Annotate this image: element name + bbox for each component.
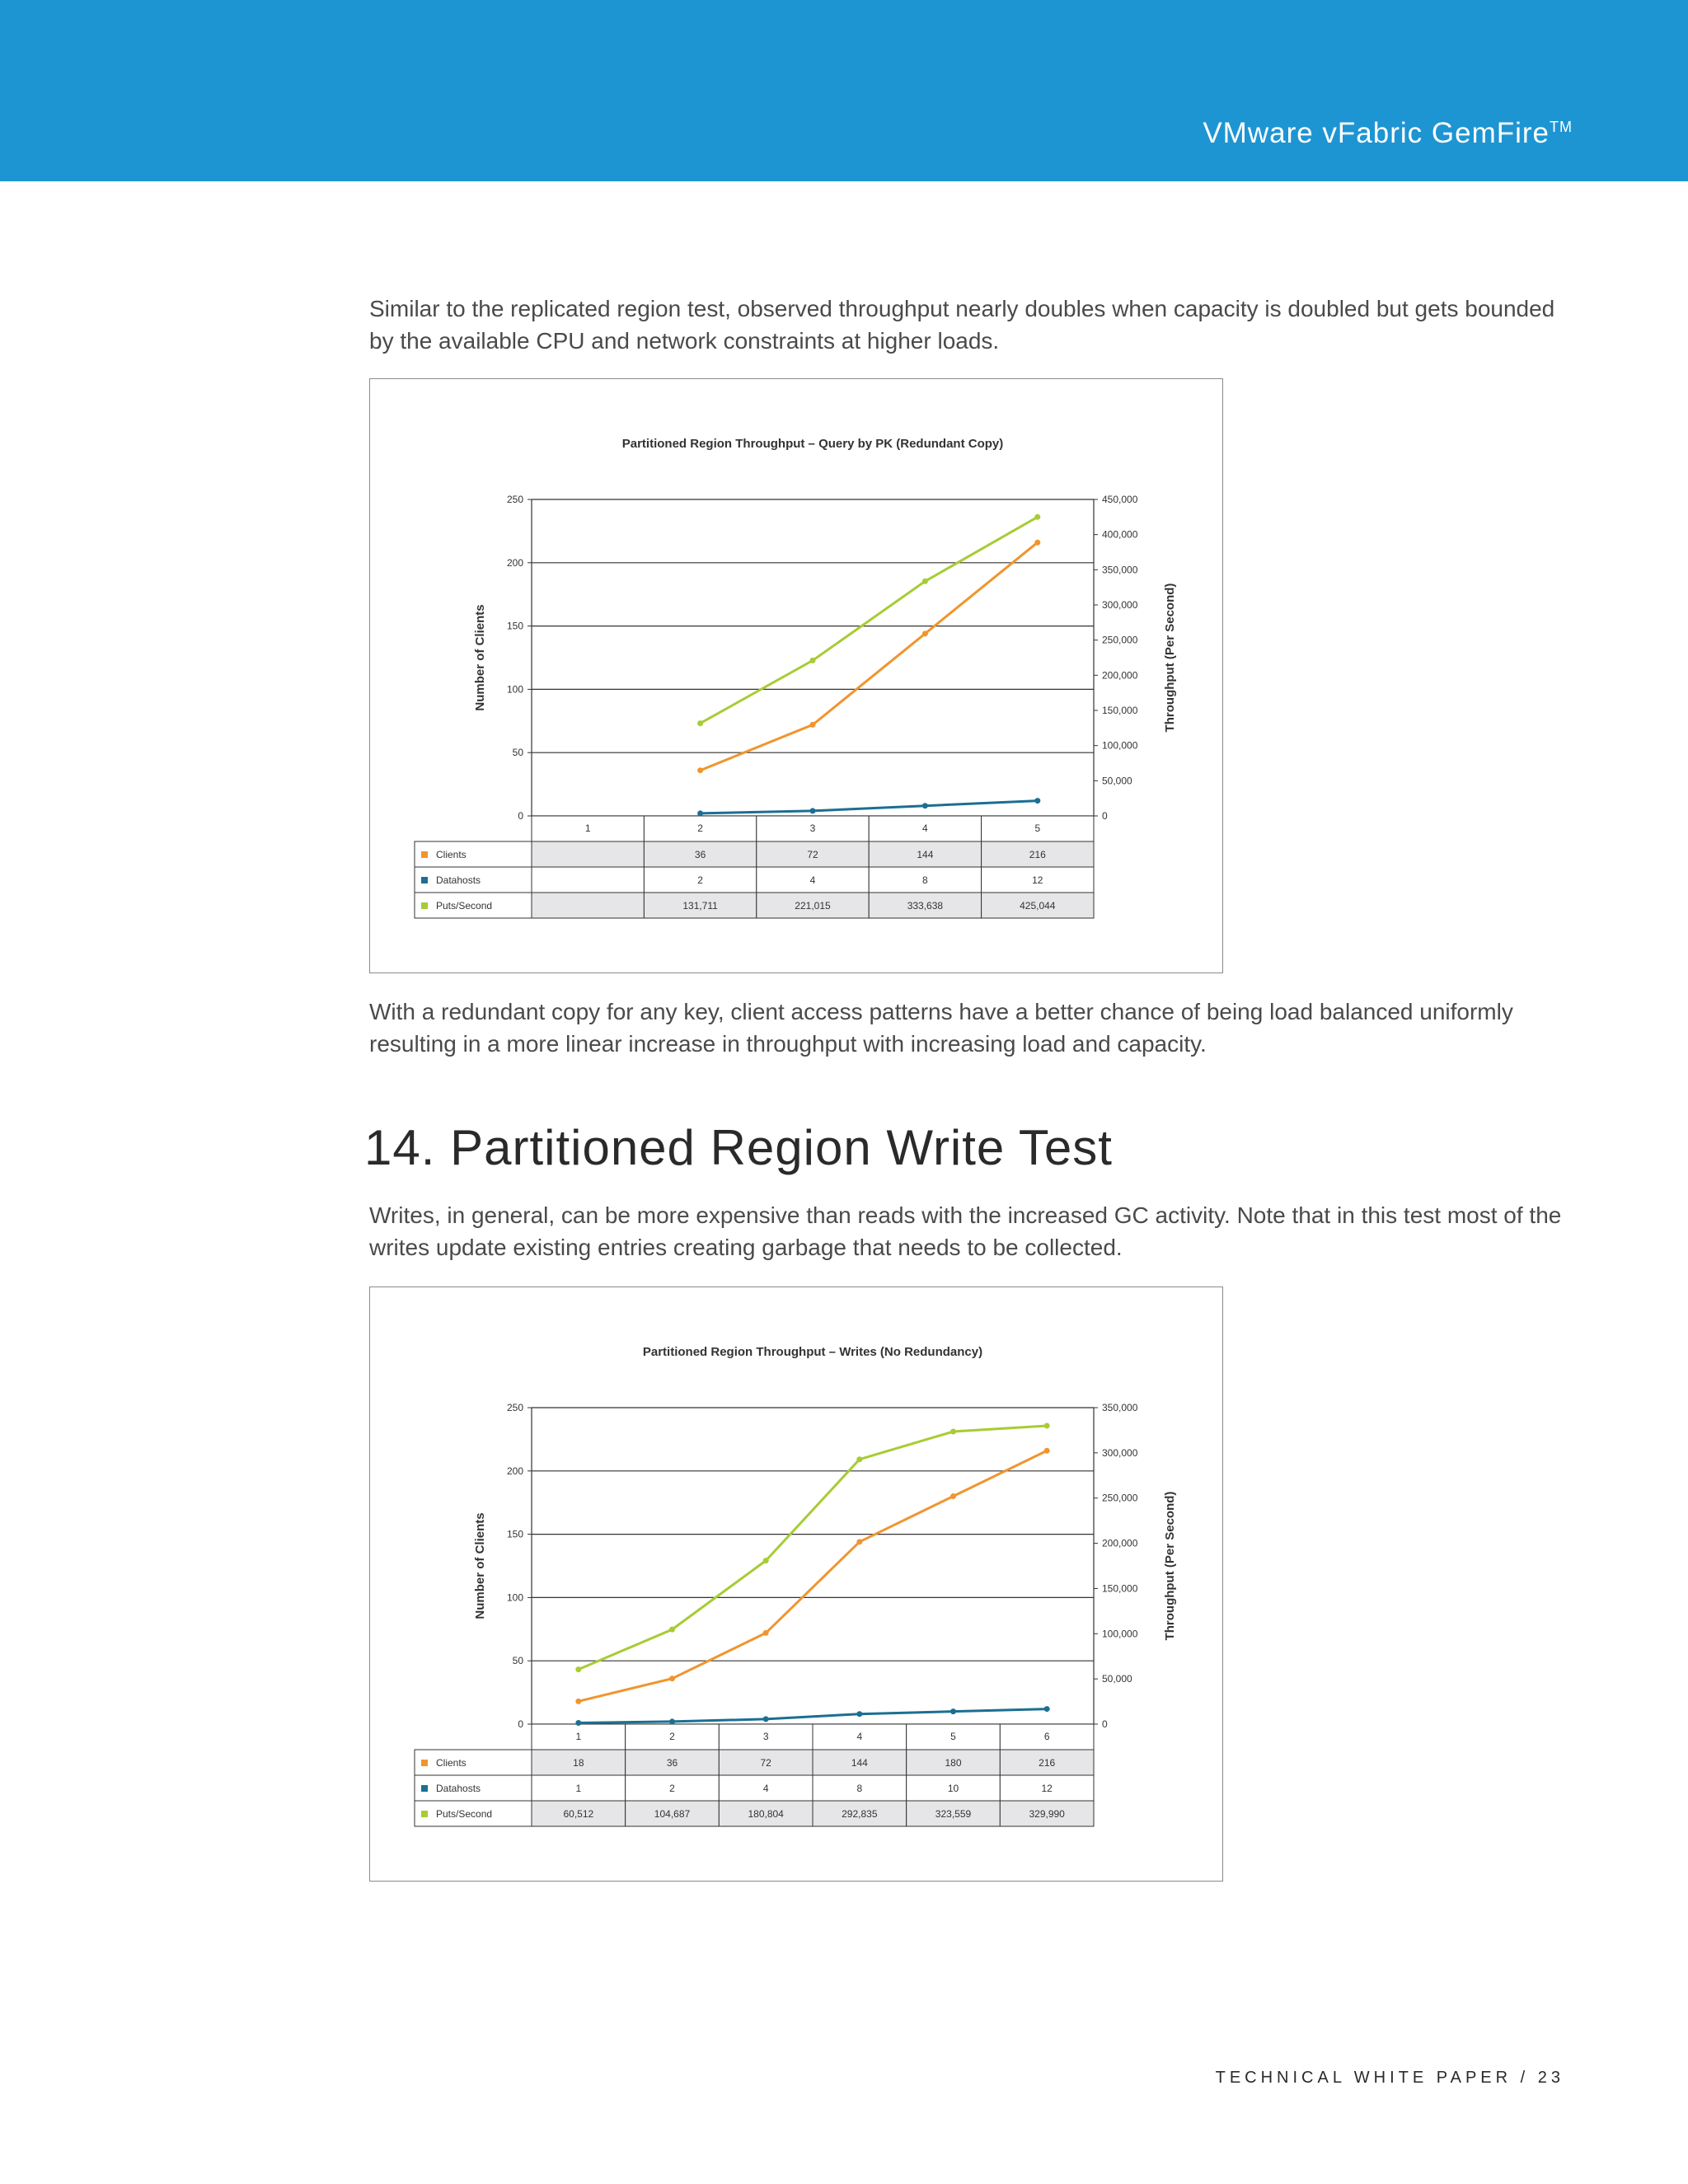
data-label: 60,512 [563,1808,594,1820]
data-point [697,720,703,726]
legend-cell [415,841,532,867]
left-tick-label: 200 [506,1465,523,1477]
left-tick-label: 150 [506,1528,523,1540]
x-tick-label: 3 [762,1731,769,1742]
legend-label: Puts/Second [436,900,493,912]
right-tick-label: 150,000 [1102,705,1138,716]
data-point [575,1666,581,1672]
legend-cell [415,1750,532,1775]
legend-label: Clients [436,849,467,860]
x-tick-label: 5 [950,1731,956,1742]
x-tick-label: 2 [669,1731,675,1742]
right-tick-label: 300,000 [1102,599,1138,611]
data-label: 36 [666,1757,678,1769]
data-point [1044,1706,1050,1712]
data-point [922,579,928,584]
series-line-datahosts [701,801,1038,813]
paragraph-2: With a redundant copy for any key, client access patterns have a better chance of being load balanced uniformly resulting in a more linear increase in throughput with increasing load and capacity. [369,999,1513,1057]
data-label: 292,835 [842,1808,878,1820]
x-tick-label: 4 [856,1731,863,1742]
chart-query-by-pk [370,379,1222,972]
legend-label: Clients [436,1757,467,1769]
right-tick-label: 0 [1102,810,1108,822]
right-tick-label: 400,000 [1102,528,1138,541]
data-point [856,1711,862,1717]
data-point [697,767,703,773]
legend-swatch [421,1760,428,1766]
data-label: 72 [807,849,818,860]
left-tick-label: 0 [518,1718,523,1730]
data-label: 425,044 [1020,900,1056,912]
left-axis-title: Number of Clients [473,604,487,711]
data-label: 36 [694,849,706,860]
figure-query-throughput [369,378,1223,973]
data-point [810,658,816,663]
x-tick-label: 4 [922,823,928,834]
data-point [1034,540,1040,546]
data-label: 2 [697,874,703,886]
x-tick-label: 5 [1034,823,1041,834]
data-label: 4 [809,874,816,886]
right-tick-label: 150,000 [1102,1582,1138,1595]
right-tick-label: 100,000 [1102,739,1138,752]
series-line-clients [579,1451,1047,1701]
data-point [669,1627,675,1633]
data-point [763,1716,769,1722]
legend-swatch [421,851,428,858]
section-heading: 14. Partitioned Region Write Test [364,1120,1113,1175]
x-tick-label: 1 [584,823,591,834]
series-line-puts-second [701,517,1038,723]
data-label: 10 [947,1783,959,1794]
legend-label: Datahosts [436,874,481,886]
left-axis-title: Number of Clients [473,1512,487,1619]
data-point [810,722,816,728]
data-point [922,803,928,808]
table-cell [532,867,644,893]
data-label: 72 [760,1757,771,1769]
legend-swatch [421,1811,428,1817]
legend-swatch [421,877,428,883]
data-point [697,810,703,816]
data-label: 180,804 [748,1808,784,1820]
data-label: 4 [762,1783,769,1794]
right-tick-label: 350,000 [1102,564,1138,576]
data-point [763,1558,769,1563]
right-tick-label: 300,000 [1102,1446,1138,1459]
left-tick-label: 150 [506,620,523,632]
data-point [810,808,816,813]
footer-label: TECHNICAL WHITE PAPER / 23 [1215,2069,1564,2087]
right-tick-label: 350,000 [1102,1402,1138,1413]
left-tick-label: 50 [512,1655,523,1667]
data-label: 1 [575,1783,582,1794]
right-tick-label: 50,000 [1102,1673,1132,1685]
series-line-puts-second [579,1426,1047,1670]
data-point [950,1708,956,1714]
chart-title: Partitioned Region Throughput – Writes (No Redundancy) [642,1345,983,1359]
right-tick-label: 200,000 [1102,1537,1138,1549]
data-label: 323,559 [935,1808,972,1820]
right-axis-title: Throughput (Per Second) [1163,1491,1177,1641]
left-tick-label: 50 [512,747,523,759]
data-point [1044,1448,1050,1454]
chart-writes-no-redundancy [370,1287,1222,1881]
data-label: 12 [1032,874,1043,886]
data-label: 144 [851,1757,868,1769]
data-label: 12 [1041,1783,1053,1794]
left-tick-label: 100 [506,1591,523,1604]
table-cell [532,893,644,918]
data-point [950,1429,956,1435]
left-tick-label: 250 [506,1402,523,1413]
data-point [669,1675,675,1681]
data-label: 180 [945,1757,962,1769]
legend-label: Datahosts [436,1783,481,1794]
data-label: 2 [669,1783,675,1794]
data-label: 216 [1039,1757,1056,1769]
right-tick-label: 0 [1102,1718,1108,1730]
data-label: 216 [1029,849,1046,860]
right-tick-label: 200,000 [1102,669,1138,682]
paragraph-3: Writes, in general, can be more expensive than reads with the increased GC activity. Note that in this test most of the writes update existing entries creating garbage that needs to be collected. [369,1202,1562,1260]
legend-swatch [421,1785,428,1792]
data-point [856,1539,862,1544]
data-point [1034,798,1040,804]
data-point [856,1456,862,1462]
data-point [1034,514,1040,520]
data-label: 8 [922,874,928,886]
data-label: 144 [917,849,934,860]
data-label: 221,015 [795,900,831,912]
brand-title: VMware vFabric GemFire™ [1203,117,1573,149]
left-tick-label: 100 [506,683,523,696]
left-tick-label: 200 [506,556,523,569]
data-point [922,630,928,636]
right-axis-title: Throughput (Per Second) [1163,583,1177,733]
paragraph-1: Similar to the replicated region test, observed throughput nearly doubles when capacity is doubled but gets bounded by the available CPU and network constraints at higher loads. [369,296,1555,354]
data-point [575,1720,581,1726]
data-point [1044,1422,1050,1428]
series-line-datahosts [579,1709,1047,1723]
right-tick-label: 250,000 [1102,634,1138,646]
left-tick-label: 0 [518,810,523,822]
data-point [575,1699,581,1704]
data-point [763,1630,769,1636]
figure-writes-throughput [369,1286,1223,1882]
data-point [950,1493,956,1499]
right-tick-label: 100,000 [1102,1628,1138,1640]
x-tick-label: 2 [697,823,703,834]
data-label: 104,687 [654,1808,691,1820]
x-tick-label: 3 [809,823,816,834]
x-tick-label: 6 [1043,1731,1050,1742]
data-label: 329,990 [1029,1808,1065,1820]
data-label: 333,638 [907,900,944,912]
legend-swatch [421,902,428,909]
series-line-clients [701,542,1038,770]
right-tick-label: 450,000 [1102,494,1138,505]
right-tick-label: 250,000 [1102,1492,1138,1504]
right-tick-label: 50,000 [1102,775,1132,787]
data-point [669,1718,675,1724]
data-label: 131,711 [682,900,718,912]
table-cell [532,841,644,867]
legend-label: Puts/Second [436,1808,493,1820]
left-tick-label: 250 [506,494,523,505]
chart-title: Partitioned Region Throughput – Query by PK (Redundant Copy) [621,437,1004,451]
header-bar [0,0,1688,181]
trademark: TM [1550,119,1573,135]
x-tick-label: 1 [575,1731,582,1742]
data-label: 8 [856,1783,863,1794]
data-label: 18 [573,1757,584,1769]
